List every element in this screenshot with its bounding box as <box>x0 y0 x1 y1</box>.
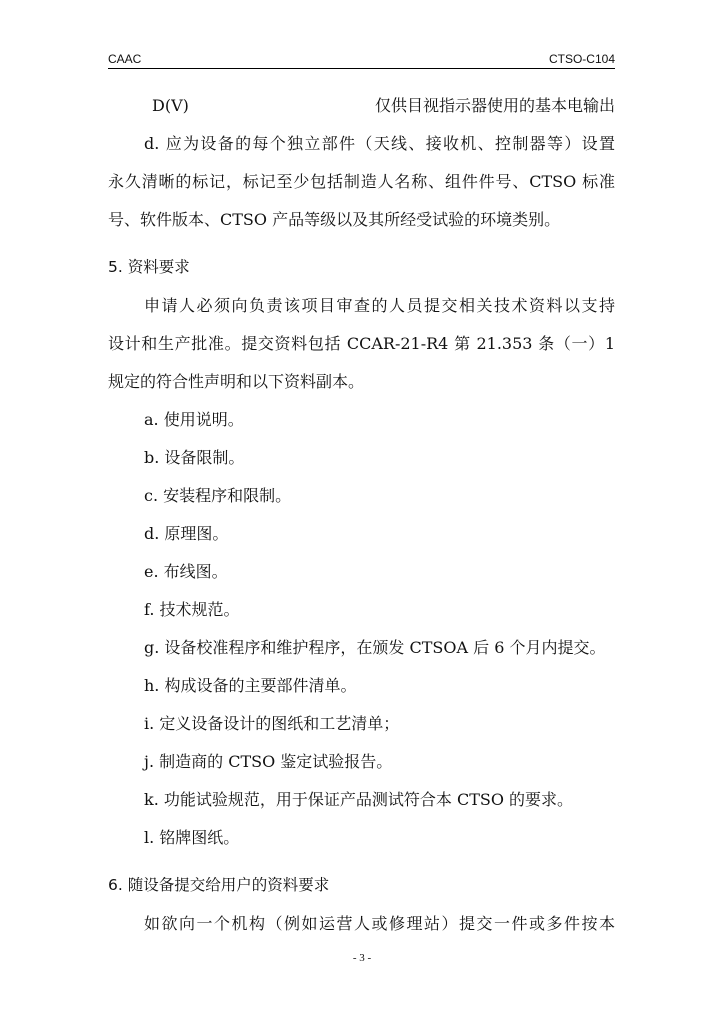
marking-line-1: d. 应为设备的每个独立部件（天线、接收机、控制器等）设置 <box>144 134 615 153</box>
section-6-para-line-1: 如欲向一个机构（例如运营人或修理站）提交一件或多件按本 <box>144 914 615 933</box>
section-6-heading: 6. 随设备提交给用户的资料要求 <box>108 876 330 894</box>
list-item: i. 定义设备设计的图纸和工艺清单； <box>144 714 400 733</box>
page-number: - 3 - <box>352 952 372 964</box>
list-item: d. 原理图。 <box>144 524 229 543</box>
list-item: f. 技术规范。 <box>144 600 240 619</box>
section-5-heading: 5. 资料要求 <box>108 258 190 276</box>
marking-line-3: 号、软件版本、CTSO 产品等级以及其所经受试验的环境类别。 <box>108 210 561 229</box>
dv-code: D(V) <box>152 96 189 115</box>
header-doc-number: CTSO-C104 <box>548 52 615 66</box>
list-item: c. 安装程序和限制。 <box>144 486 292 505</box>
list-item: a. 使用说明。 <box>144 410 244 429</box>
section-5-para-line-3: 规定的符合性声明和以下资料副本。 <box>108 372 365 391</box>
list-item: b. 设备限制。 <box>144 448 245 467</box>
page-header <box>108 48 615 69</box>
list-item: e. 布线图。 <box>144 562 228 581</box>
section-5-para-line-1: 申请人必须向负责该项目审查的人员提交相关技术资料以支持 <box>144 296 615 315</box>
section-5-para-line-2: 设计和生产批准。提交资料包括 CCAR-21-R4 第 21.353 条（一）1 <box>108 334 615 353</box>
list-item: k. 功能试验规范，用于保证产品测试符合本 CTSO 的要求。 <box>144 790 574 809</box>
header-org: CAAC <box>108 52 142 66</box>
list-item: l. 铭牌图纸。 <box>144 828 240 847</box>
list-item: j. 制造商的 CTSO 鉴定试验报告。 <box>144 752 393 771</box>
marking-line-2: 永久清晰的标记，标记至少包括制造人名称、组件件号、CTSO 标准 <box>108 172 615 191</box>
list-item: g. 设备校准程序和维护程序，在颁发 CTSOA 后 6 个月内提交。 <box>144 638 606 657</box>
dv-description: 仅供目视指示器使用的基本电输出 <box>374 96 615 115</box>
list-item: h. 构成设备的主要部件清单。 <box>144 676 357 695</box>
